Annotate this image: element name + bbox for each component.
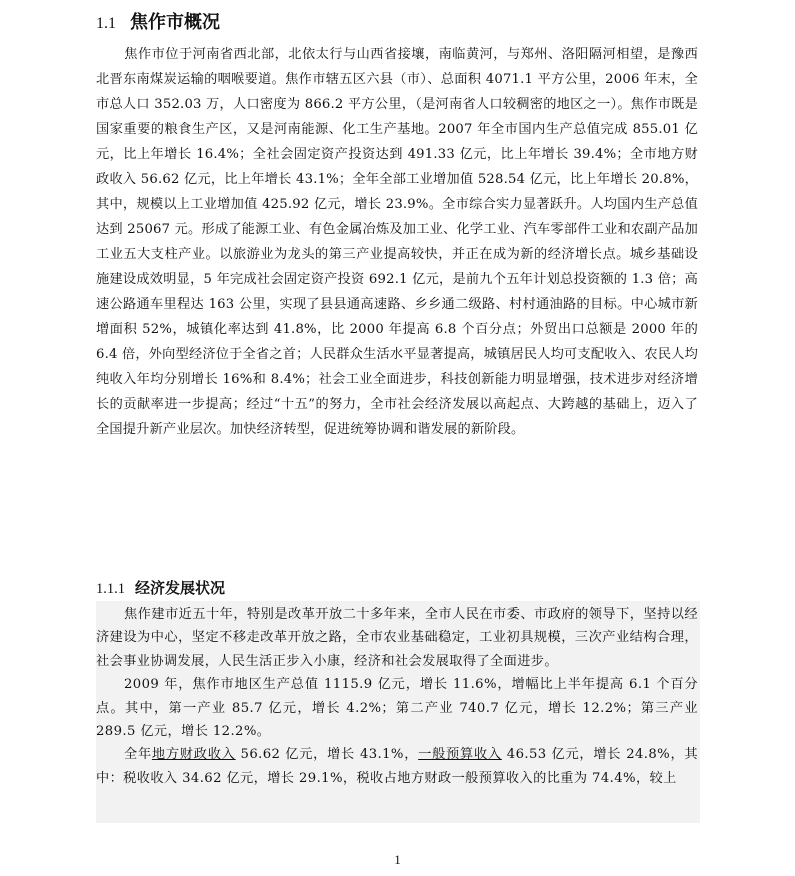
economy-paragraph-a: 焦作建市近五十年，特别是改革开放二十多年来，全市人民在市委、市政府的领导下，坚持以经济建设为中心，坚定不移走改革开放之路，全市农业基础稳定，工业初具规模，三次产业结构合理，社会事业协调发展，人民生活正步入小康，经济和社会发展取得了全面进步。: [96, 607, 698, 669]
section-heading: [96, 10, 220, 37]
section-number: 1.1: [96, 15, 116, 32]
subsection-number: 1.1.1: [96, 581, 125, 597]
page-number: 1: [394, 852, 401, 867]
finance-text-3: 46.53 亿元，增长 24.8%，其中：税收收入 34.62 亿元，增长 29.1%，税收占地方财政一般预算收入的比重为 74.4%，较上: [96, 747, 698, 786]
economy-paragraph-b: 2009 年，焦作市地区生产总值 1115.9 亿元，增长 11.6%，增幅比上半年提高 6.1 个百分点。其中，第一产业 85.7 亿元，增长 4.2%；第二产业 740.7 亿元，增长 12.2%；第三产业 289.5 亿元，增长 12.2%。: [96, 677, 698, 740]
overview-text: 焦作市位于河南省西北部，北依太行与山西省接壤，南临黄河，与郑州、洛阳隔河相望，是豫西北晋东南煤炭运输的咽喉要道。焦作市辖五区六县（市）、总面积 4071.1 平方公里，2006 年末，全市总人口 352.03 万，人口密度为 866.2 平方公里，（是河南省人口较稠密的地区之一）。焦作市既是国家重要的粮食生产区，又是河南能源、化工生产基地。2007 年全市国内生产总值完成 855.01 亿元，比上年增长 16.4%；全社会固定资产投资达到 491.33 亿元，比上年增长 39.4%；全市地方财政收入 56.62 亿元，比上年增长 43.1%；全年全部工业增加值 528.54 亿元，比上年增长 20.8%，其中，规模以上工业增加值 425.92 亿元，增长 23.9%。全市综合实力显著跃升。人均国内生产总值达到 25067 元。形成了能源工业、有色金属冶炼及加工业、化学工业、汽车零部件工业和农副产品加工业五大支柱产业。以旅游业为龙头的第三产业提高较快，并正在成为新的经济增长点。城乡基础设施建设成效明显，5 年完成社会固定资产投资 692.1 亿元，是前九个五年计划总投资额的 1.3 倍；高速公路通车里程达 163 公里，实现了县县通高速路、乡乡通二级路、村村通油路的目标。中心城市新增面积 52%，城镇化率达到 41.8%，比 2000 年提高 6.8 个百分点；外贸出口总额是 2000 年的 6.4 倍，外向型经济位于全省之首；人民群众生活水平显著提高，城镇居民人均可支配收入、农民人均纯收入年均分别增长 16%和 8.4%；社会工业全面进步，科技创新能力明显增强，技术进步对经济增长的贡献率进一步提高；经过“十五”的努力，全市社会经济发展以高起点、大跨越的基础上，迈入了全国提升新产业层次。加快经济转型，促进统筹协调和谐发展的新阶段。: [96, 47, 698, 437]
general-budget-revenue-term: 一般预算收入: [418, 747, 502, 763]
finance-text-1: 全年: [124, 747, 152, 763]
economy-text: [96, 603, 698, 790]
finance-text-2: 56.62 亿元，增长 43.1%，: [235, 747, 419, 763]
local-fiscal-revenue-term: 地方财政收入: [151, 747, 236, 763]
section-title: 焦作市概况: [130, 12, 220, 33]
subsection-title: 经济发展状况: [135, 579, 226, 597]
overview-paragraph: [96, 42, 698, 442]
economy-paragraph-c: [96, 743, 698, 790]
subsection-heading: [96, 577, 225, 600]
